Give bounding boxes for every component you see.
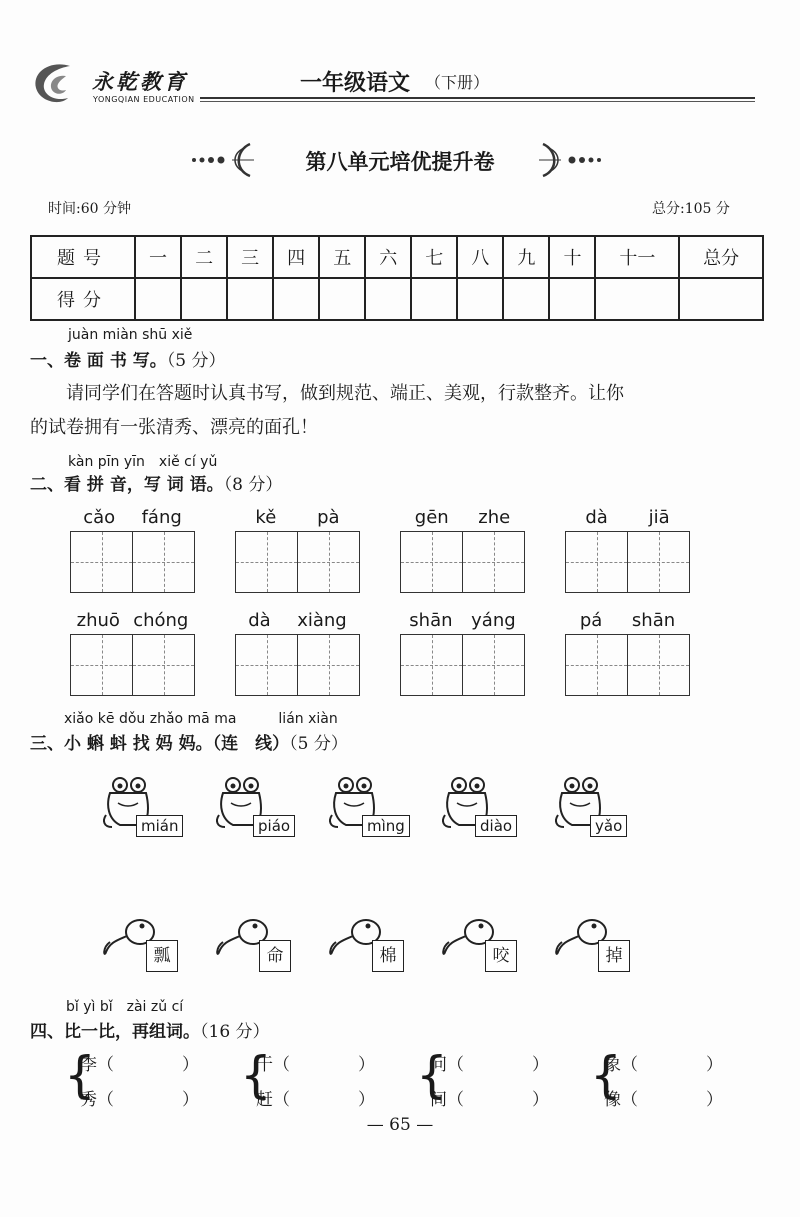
compare-word-line[interactable]: 李（ ） bbox=[80, 1055, 199, 1075]
frog-pinyin-label: diào bbox=[475, 815, 517, 837]
tadpole-item[interactable] bbox=[100, 910, 195, 980]
tadpole-character-label: 掉 bbox=[598, 940, 630, 972]
unit-title: 第八单元培优提升卷 bbox=[305, 150, 495, 174]
book-volume: （下册） bbox=[425, 73, 490, 92]
pinyin-syllable: zhuō bbox=[76, 610, 120, 631]
section2-title bbox=[30, 470, 282, 495]
score-cell[interactable] bbox=[679, 278, 763, 320]
compare-word-line[interactable]: 赶（ ） bbox=[256, 1090, 375, 1110]
pinyin-syllable: kě bbox=[255, 507, 277, 528]
pinyin-syllable: pá bbox=[579, 610, 603, 631]
frog-item[interactable] bbox=[100, 775, 180, 845]
frog-pinyin-label: mìng bbox=[362, 815, 410, 837]
frog-item[interactable] bbox=[213, 775, 293, 845]
tadpole-character-label: 瓢 bbox=[146, 940, 178, 972]
section3-title bbox=[30, 729, 348, 754]
tianzige-boxes[interactable] bbox=[400, 531, 525, 593]
column-header: 十 bbox=[549, 236, 595, 278]
column-header: 七 bbox=[411, 236, 457, 278]
compare-word-line[interactable]: 干（ ） bbox=[256, 1055, 375, 1075]
section1-title-text: 一、卷 面 书 写。 bbox=[30, 351, 167, 371]
tianzige-boxes[interactable] bbox=[235, 634, 360, 696]
section1-points: （5 分） bbox=[166, 351, 226, 371]
pinyin-syllable: shān bbox=[409, 610, 453, 631]
compare-word-line[interactable]: 秀（ ） bbox=[80, 1090, 199, 1110]
word-writing-item bbox=[565, 610, 690, 696]
score-cell[interactable] bbox=[227, 278, 273, 320]
tadpole-character-label: 咬 bbox=[485, 940, 517, 972]
column-header: 十一 bbox=[595, 236, 679, 278]
tadpole-item[interactable] bbox=[326, 910, 421, 980]
frog-item[interactable] bbox=[439, 775, 519, 845]
word-writing-item bbox=[565, 507, 690, 593]
brand-logo-icon bbox=[30, 58, 74, 110]
tianzige-boxes[interactable] bbox=[235, 531, 360, 593]
time-limit: 时间:60 分钟 bbox=[48, 201, 131, 217]
compare-word-line[interactable]: 间（ ） bbox=[430, 1090, 549, 1110]
total-score: 总分:105 分 bbox=[652, 201, 730, 217]
section4-title bbox=[30, 1017, 270, 1042]
section4-title-text: 四、比一比，再组词。 bbox=[30, 1022, 200, 1042]
score-table-score-row bbox=[31, 278, 763, 320]
section4-points: （16 分） bbox=[200, 1022, 270, 1042]
column-header: 九 bbox=[503, 236, 549, 278]
column-header: 一 bbox=[135, 236, 181, 278]
word-writing-item bbox=[400, 507, 525, 593]
score-cell[interactable] bbox=[273, 278, 319, 320]
tianzige-boxes[interactable] bbox=[565, 634, 690, 696]
column-header: 三 bbox=[227, 236, 273, 278]
word-writing-item bbox=[70, 610, 195, 696]
tianzige-boxes[interactable] bbox=[400, 634, 525, 696]
column-header: 四 bbox=[273, 236, 319, 278]
tianzige-boxes[interactable] bbox=[70, 634, 195, 696]
score-cell[interactable] bbox=[181, 278, 227, 320]
column-header: 五 bbox=[319, 236, 365, 278]
score-cell[interactable] bbox=[411, 278, 457, 320]
pinyin-syllable: dà bbox=[585, 507, 608, 528]
tianzige-boxes[interactable] bbox=[70, 531, 195, 593]
word-writing-item bbox=[70, 507, 195, 593]
header-rule bbox=[200, 97, 755, 99]
pinyin-syllable: cǎo bbox=[83, 507, 116, 528]
score-table bbox=[30, 235, 764, 321]
left-brace-icon: { bbox=[64, 1046, 96, 1104]
section3-points: （5 分） bbox=[289, 734, 348, 754]
section2-points: （8 分） bbox=[223, 475, 283, 495]
column-header: 八 bbox=[457, 236, 503, 278]
section1-title bbox=[30, 346, 226, 371]
pinyin-syllable: jiā bbox=[648, 507, 670, 528]
pinyin-syllable: gēn bbox=[414, 507, 449, 528]
pinyin-syllable: shān bbox=[631, 610, 676, 631]
column-header: 二 bbox=[181, 236, 227, 278]
brand-name: 永乾教育 bbox=[92, 69, 188, 94]
score-cell[interactable] bbox=[319, 278, 365, 320]
pinyin-syllable: pà bbox=[317, 507, 340, 528]
left-brace-icon: { bbox=[590, 1046, 622, 1104]
section1-pinyin: juàn miàn shū xiě bbox=[68, 327, 193, 343]
frog-item[interactable] bbox=[326, 775, 406, 845]
section2-pinyin: kàn pīn yīn xiě cí yǔ bbox=[68, 454, 218, 470]
tianzige-boxes[interactable] bbox=[565, 531, 690, 593]
pinyin-syllable: dà bbox=[248, 610, 271, 631]
frog-pinyin-label: yǎo bbox=[590, 815, 627, 837]
section1-body-line2: 的试卷拥有一张清秀、漂亮的面孔！ bbox=[30, 417, 318, 438]
book-title: 一年级语文 bbox=[300, 71, 411, 96]
compare-word-line[interactable]: 像（ ） bbox=[604, 1090, 723, 1110]
score-cell[interactable] bbox=[365, 278, 411, 320]
score-cell[interactable] bbox=[595, 278, 679, 320]
page-number: — 65 — bbox=[366, 1115, 434, 1135]
pinyin-syllable: fáng bbox=[141, 507, 182, 528]
word-writing-item bbox=[400, 610, 525, 696]
frog-item[interactable] bbox=[552, 775, 632, 845]
pinyin-syllable: yáng bbox=[471, 610, 516, 631]
tadpole-character-label: 棉 bbox=[372, 940, 404, 972]
row-label-question-number: 题号 bbox=[31, 236, 135, 278]
header-rule-thin bbox=[200, 101, 755, 102]
tadpole-item[interactable] bbox=[439, 910, 534, 980]
section4-pinyin: bǐ yì bǐ zài zǔ cí bbox=[66, 999, 184, 1015]
score-cell[interactable] bbox=[457, 278, 503, 320]
section2-title-text: 二、看 拼 音，写 词 语。 bbox=[30, 475, 224, 495]
frog-pinyin-label: piáo bbox=[253, 815, 295, 837]
column-header: 六 bbox=[365, 236, 411, 278]
row-label-score: 得分 bbox=[31, 278, 135, 320]
score-cell[interactable] bbox=[549, 278, 595, 320]
tadpole-item[interactable] bbox=[552, 910, 647, 980]
pinyin-syllable: zhe bbox=[478, 507, 511, 528]
section1-body-line1: 请同学们在答题时认真书写，做到规范、端正、美观，行款整齐。让你 bbox=[66, 383, 624, 404]
section3-title-text: 三、小 蝌 蚪 找 妈 妈。（连 线） bbox=[30, 734, 290, 754]
tadpole-character-label: 命 bbox=[259, 940, 291, 972]
word-writing-item bbox=[235, 507, 360, 593]
frog-pinyin-label: mián bbox=[136, 815, 183, 837]
word-writing-item bbox=[235, 610, 360, 696]
pinyin-syllable: chóng bbox=[133, 610, 189, 631]
score-table-header-row bbox=[31, 236, 763, 278]
pinyin-syllable: xiàng bbox=[297, 610, 347, 631]
left-brace-icon: { bbox=[416, 1046, 448, 1104]
title-ornament-right-icon bbox=[535, 142, 605, 178]
score-cell[interactable] bbox=[503, 278, 549, 320]
section3-pinyin: xiǎo kē dǒu zhǎo mā ma lián xiàn bbox=[64, 711, 338, 727]
column-header: 总分 bbox=[679, 236, 763, 278]
brand-subtitle: YONGQIAN EDUCATION bbox=[93, 95, 195, 104]
left-brace-icon: { bbox=[240, 1046, 272, 1104]
compare-word-line[interactable]: 问（ ） bbox=[430, 1055, 549, 1075]
score-cell[interactable] bbox=[135, 278, 181, 320]
tadpole-item[interactable] bbox=[213, 910, 308, 980]
compare-word-line[interactable]: 象（ ） bbox=[604, 1055, 723, 1075]
